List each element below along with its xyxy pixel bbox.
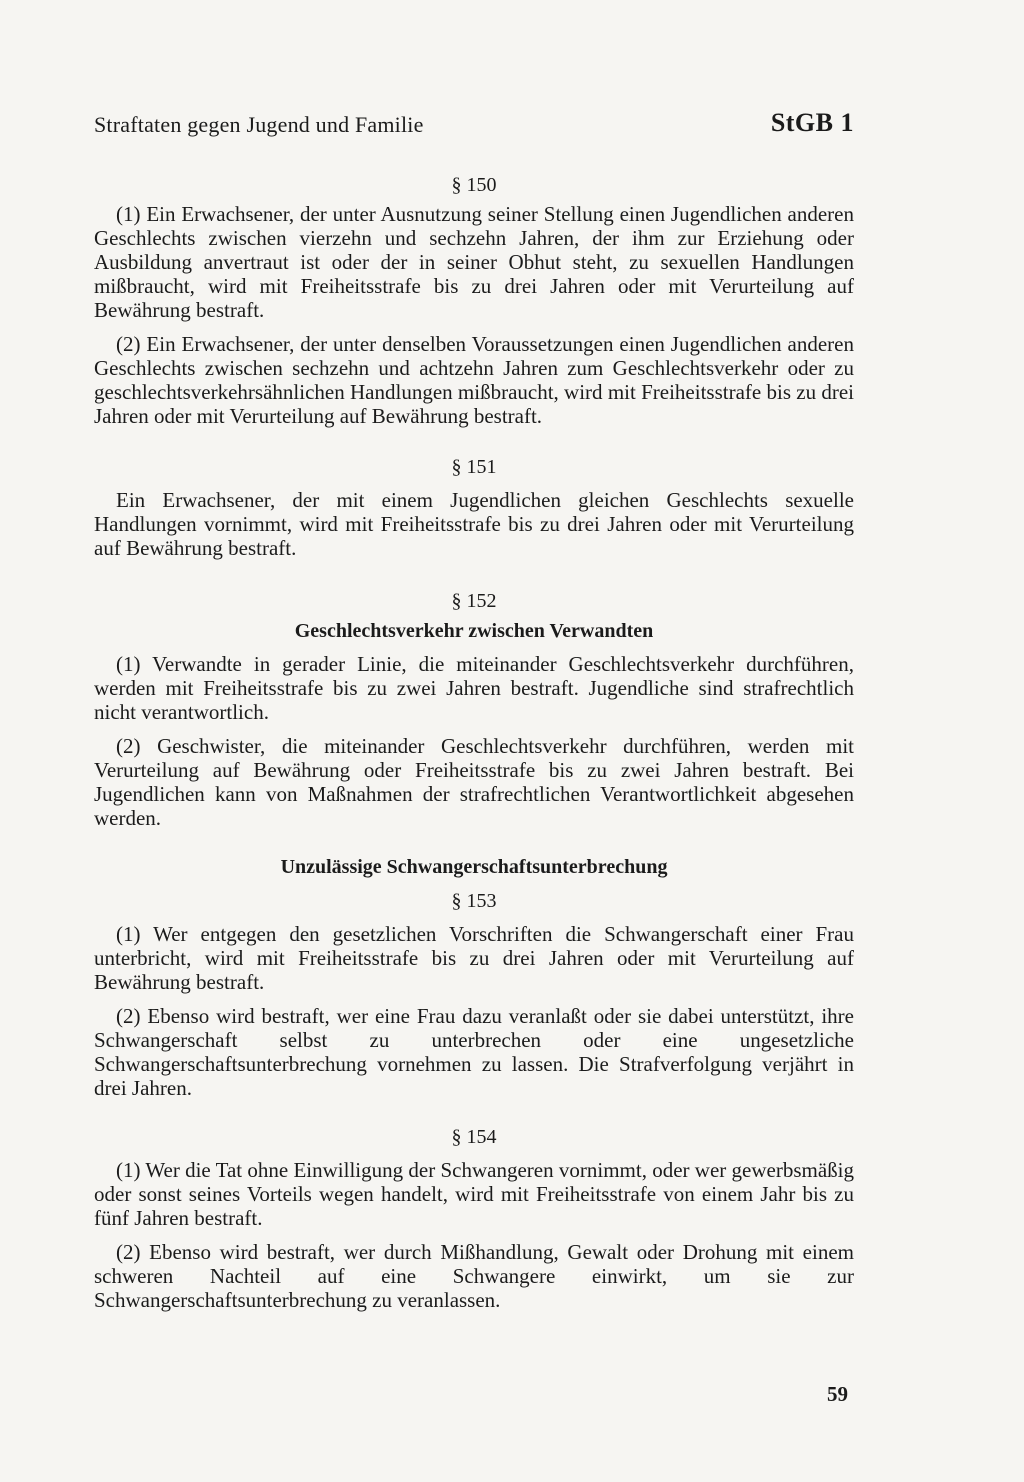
section-heading: Unzulässige Schwangerschaftsunterbrechung xyxy=(280,856,668,878)
section-heading: Geschlechtsverkehr zwischen Verwandten xyxy=(294,620,654,642)
section-number: § 151 xyxy=(451,456,497,478)
paragraph: (1) Wer die Tat ohne Einwilligung der Schwangeren vornimmt, oder wer gewerbsmäßig oder sonst seines Vorteils wegen handelt, wird mit Freiheitsstrafe von einem Jahr bis zu fünf Jahren bestraft. xyxy=(94,1158,854,1230)
section-number: § 152 xyxy=(451,590,497,612)
paragraph: (1) Ein Erwachsener, der unter Ausnutzung seiner Stellung einen Jugendlichen anderen Geschlechts zwischen vierzehn und sechzehn Jahren, der ihm zur Erziehung oder Ausbildung anvertraut ist oder der in seiner Obhut steht, zu sexuellen Handlungen mißbraucht, wird mit Freiheitsstrafe bis zu drei Jahren oder mit Verurteilung auf Bewährung bestraft. xyxy=(94,202,854,322)
body-text xyxy=(94,172,854,1322)
section-154 xyxy=(94,1124,854,1312)
page-number: 59 xyxy=(827,1382,848,1406)
paragraph: (1) Verwandte in gerader Linie, die miteinander Geschlechtsverkehr durchführen, werden mit Freiheitsstrafe bis zu zwei Jahren bestraft. Jugendliche sind strafrechtlich nicht verantwortlich. xyxy=(94,652,854,724)
code-label: StGB 1 xyxy=(770,108,854,137)
section-152 xyxy=(94,588,854,830)
section-number: § 154 xyxy=(451,1126,497,1148)
running-head xyxy=(94,108,854,148)
section-150 xyxy=(94,172,854,428)
section-153 xyxy=(94,854,854,1100)
paragraph: (2) Ebenso wird bestraft, wer eine Frau dazu veranlaßt oder sie dabei unterstützt, ihre Schwangerschaft selbst zu unterbrechen oder eine ungesetzliche Schwangerschaftsunterbrechung vornehmen zu lassen. Die Strafverfolgung verjährt in drei Jahren. xyxy=(94,1004,854,1100)
paragraph: (2) Ebenso wird bestraft, wer durch Mißhandlung, Gewalt oder Drohung mit einem schweren Nachteil auf eine Schwangere einwirkt, um sie zur Schwangerschaftsunterbrechung zu veranlassen. xyxy=(94,1240,854,1312)
section-151 xyxy=(94,454,854,560)
running-title: Straftaten gegen Jugend und Familie xyxy=(94,112,424,137)
section-number: § 150 xyxy=(451,174,497,196)
paragraph: Ein Erwachsener, der mit einem Jugendlichen gleichen Geschlechts sexuelle Handlungen vornimmt, wird mit Freiheitsstrafe bis zu drei Jahren oder mit Verurteilung auf Bewährung bestraft. xyxy=(94,488,854,560)
paragraph: (1) Wer entgegen den gesetzlichen Vorschriften die Schwangerschaft einer Frau unterbricht, wird mit Freiheitsstrafe bis zu drei Jahren oder mit Verurteilung auf Bewährung bestraft. xyxy=(94,922,854,994)
paragraph: (2) Ein Erwachsener, der unter denselben Voraussetzungen einen Jugendlichen anderen Geschlechts zwischen sechzehn und achtzehn Jahren zum Geschlechtsverkehr oder zu geschlechtsverkehrsähnlichen Handlungen mißbraucht, wird mit Freiheitsstrafe bis zu drei Jahren oder mit Verurteilung auf Bewährung bestraft. xyxy=(94,332,854,428)
section-number: § 153 xyxy=(451,890,497,912)
paragraph: (2) Geschwister, die miteinander Geschlechtsverkehr durchführen, werden mit Verurteilung auf Bewährung oder Freiheitsstrafe bis zu zwei Jahren bestraft. Bei Jugendlichen kann von Maßnahmen der strafrechtlichen Verantwortlichkeit abgesehen werden. xyxy=(94,734,854,830)
